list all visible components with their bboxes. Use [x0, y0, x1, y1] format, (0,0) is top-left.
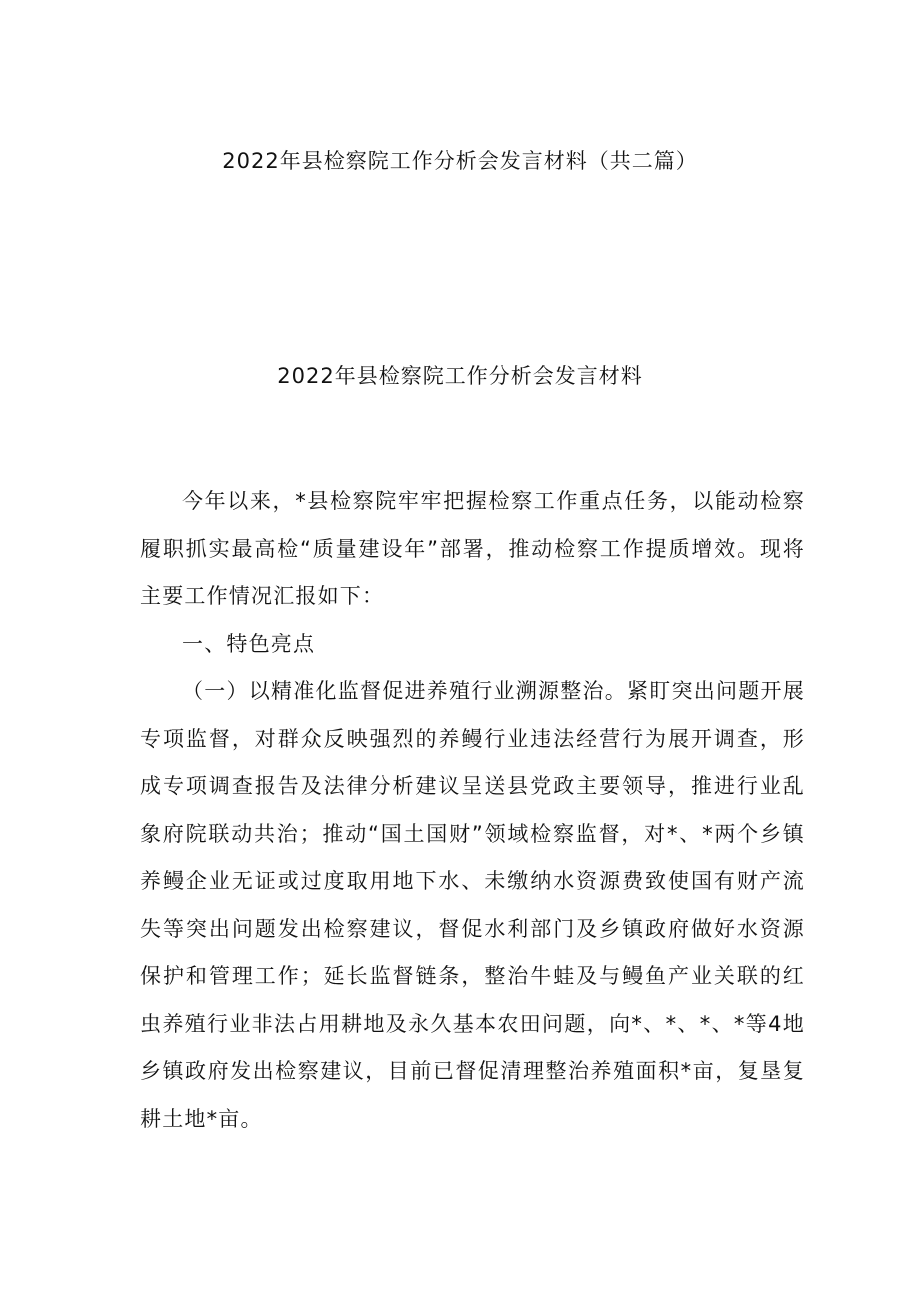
paragraph-item-one: （一）以精准化监督促进养殖行业溯源整治。紧盯突出问题开展专项监督，对群众反映强烈的养鳗行业违法经营行为展开调查，形成专项调查报告及法律分析建议呈送县党政主要领导，推进行业乱象府院联动共治；推动“国土国财”领域检察监督，对*、*两个乡镇养鳗企业无证或过度取用地下水、未缴纳水资源费致使国有财产流失等突出问题发出检察建议，督促水利部门及乡镇政府做好水资源保护和管理工作；延长监督链条，整治牛蛙及与鳗鱼产业关联的红虫养殖行业非法占用耕地及永久基本农田问题，向*、*、*、*等4地乡镇政府发出检察建议，目前已督促清理整治养殖面积*亩，复垦复耕土地*亩。 — [140, 679, 805, 1131]
paragraph-intro: 今年以来，*县检察院牢牢把握检察工作重点任务，以能动检察履职抓实最高检“质量建设年”部署，推动检察工作提质增效。现将主要工作情况汇报如下： — [140, 489, 805, 608]
section-heading-highlights: 一、特色亮点 — [182, 631, 316, 656]
document-subtitle: 2022年县检察院工作分析会发言材料 — [277, 364, 643, 388]
document-body — [140, 478, 805, 1143]
document-title: 2022年县检察院工作分析会发言材料（共二篇） — [222, 149, 698, 173]
